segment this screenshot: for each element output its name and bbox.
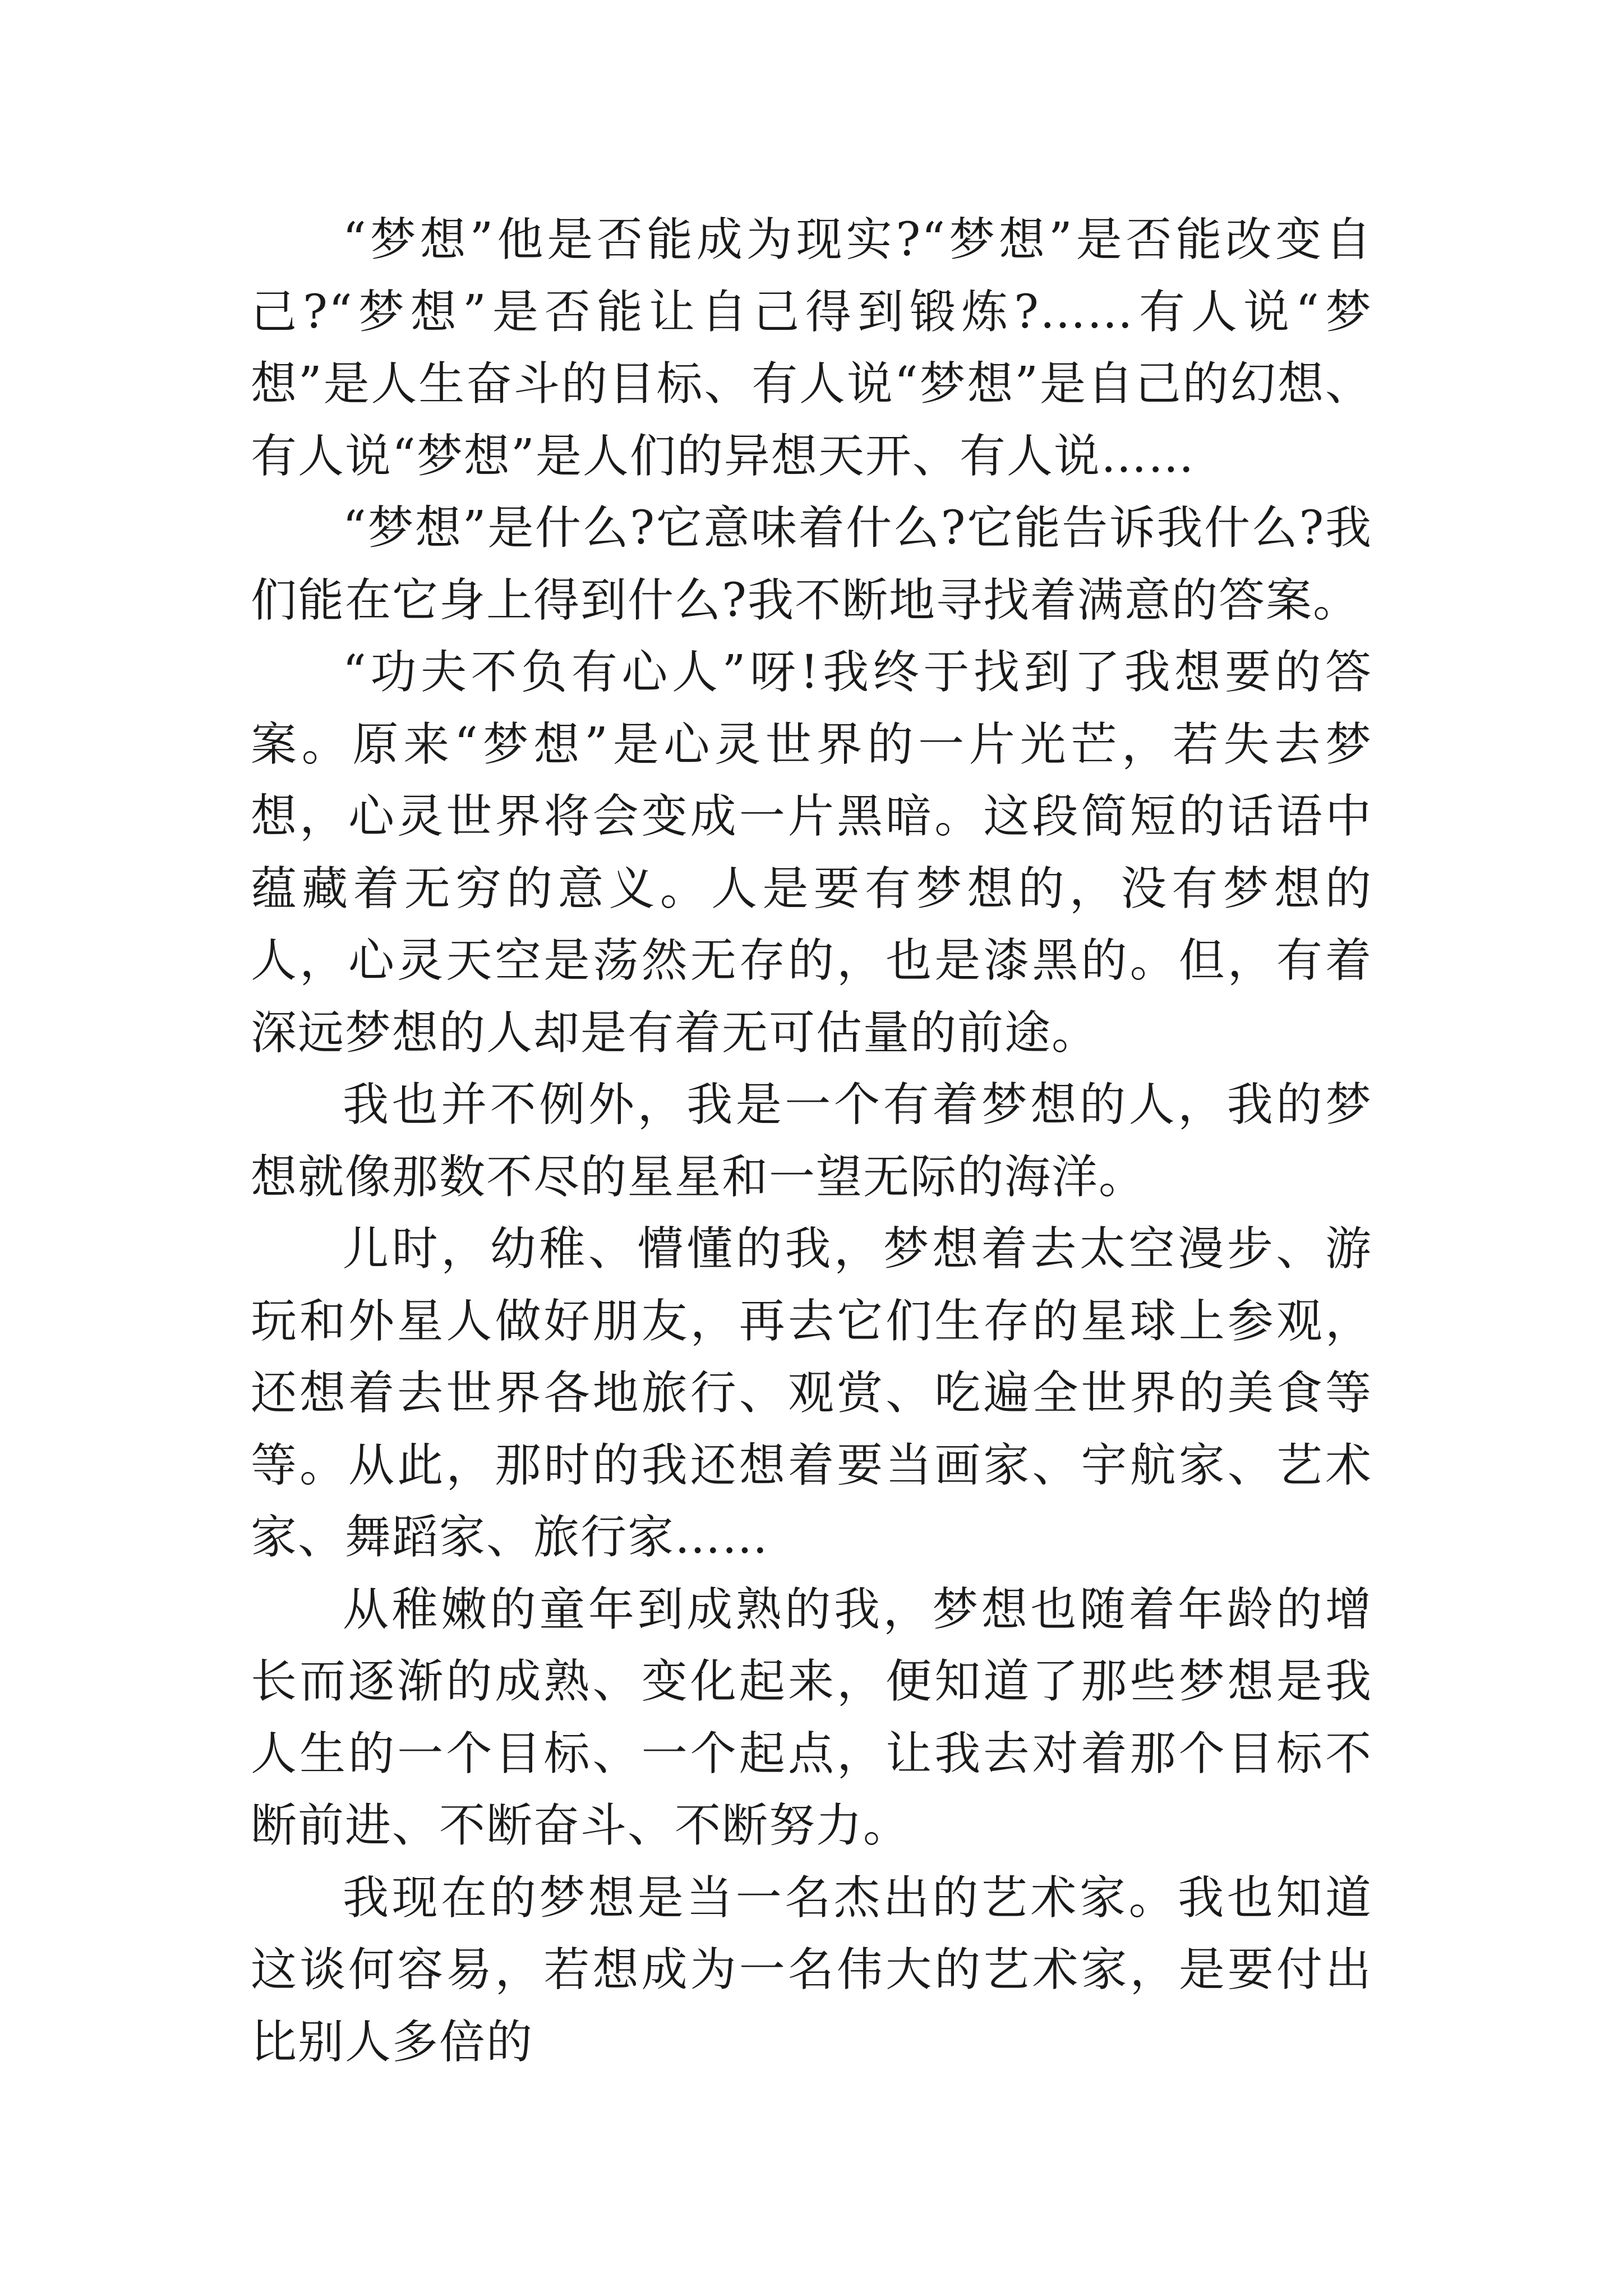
- paragraph-2: “梦想”是什么?它意味着什么?它能告诉我什么?我们能在它身上得到什么?我不断地寻找着满意的答案。: [251, 501, 1372, 627]
- paragraph-6: 从稚嫩的童年到成熟的我，梦想也随着年龄的增长而逐渐的成熟、变化起来，便知道了那些梦想是我人生的一个目标、一个起点，让我去对着那个目标不断前进、不断奋斗、不断努力。: [251, 1582, 1372, 1852]
- paragraph-4: 我也并不例外，我是一个有着梦想的人，我的梦想就像那数不尽的星星和一望无际的海洋。: [251, 1078, 1372, 1204]
- paragraph-7: 我现在的梦想是当一名杰出的艺术家。我也知道这谈何容易，若想成为一名伟大的艺术家，是要付出比别人多倍的: [251, 1871, 1372, 2069]
- paragraph-1: “梦想”他是否能成为现实?“梦想”是否能改变自己?“梦想”是否能让自己得到锻炼?……有人说“梦想”是人生奋斗的目标、有人说“梦想”是自己的幻想、有人说“梦想”是人们的异想天开、有人说……: [251, 213, 1372, 483]
- paragraph-3: “功夫不负有心人”呀!我终于找到了我想要的答案。原来“梦想”是心灵世界的一片光芒，若失去梦想，心灵世界将会变成一片黑暗。这段简短的话语中蕴藏着无穷的意义。人是要有梦想的，没有梦想的人，心灵天空是荡然无存的，也是漆黑的。但，有着深远梦想的人却是有着无可估量的前途。: [251, 646, 1372, 1060]
- paragraph-5: 儿时，幼稚、懵懂的我，梦想着去太空漫步、游玩和外星人做好朋友，再去它们生存的星球上参观，还想着去世界各地旅行、观赏、吃遍全世界的美食等等。从此，那时的我还想着要当画家、宇航家、艺术家、舞蹈家、旅行家……: [251, 1222, 1372, 1564]
- essay-body: [251, 204, 1372, 2078]
